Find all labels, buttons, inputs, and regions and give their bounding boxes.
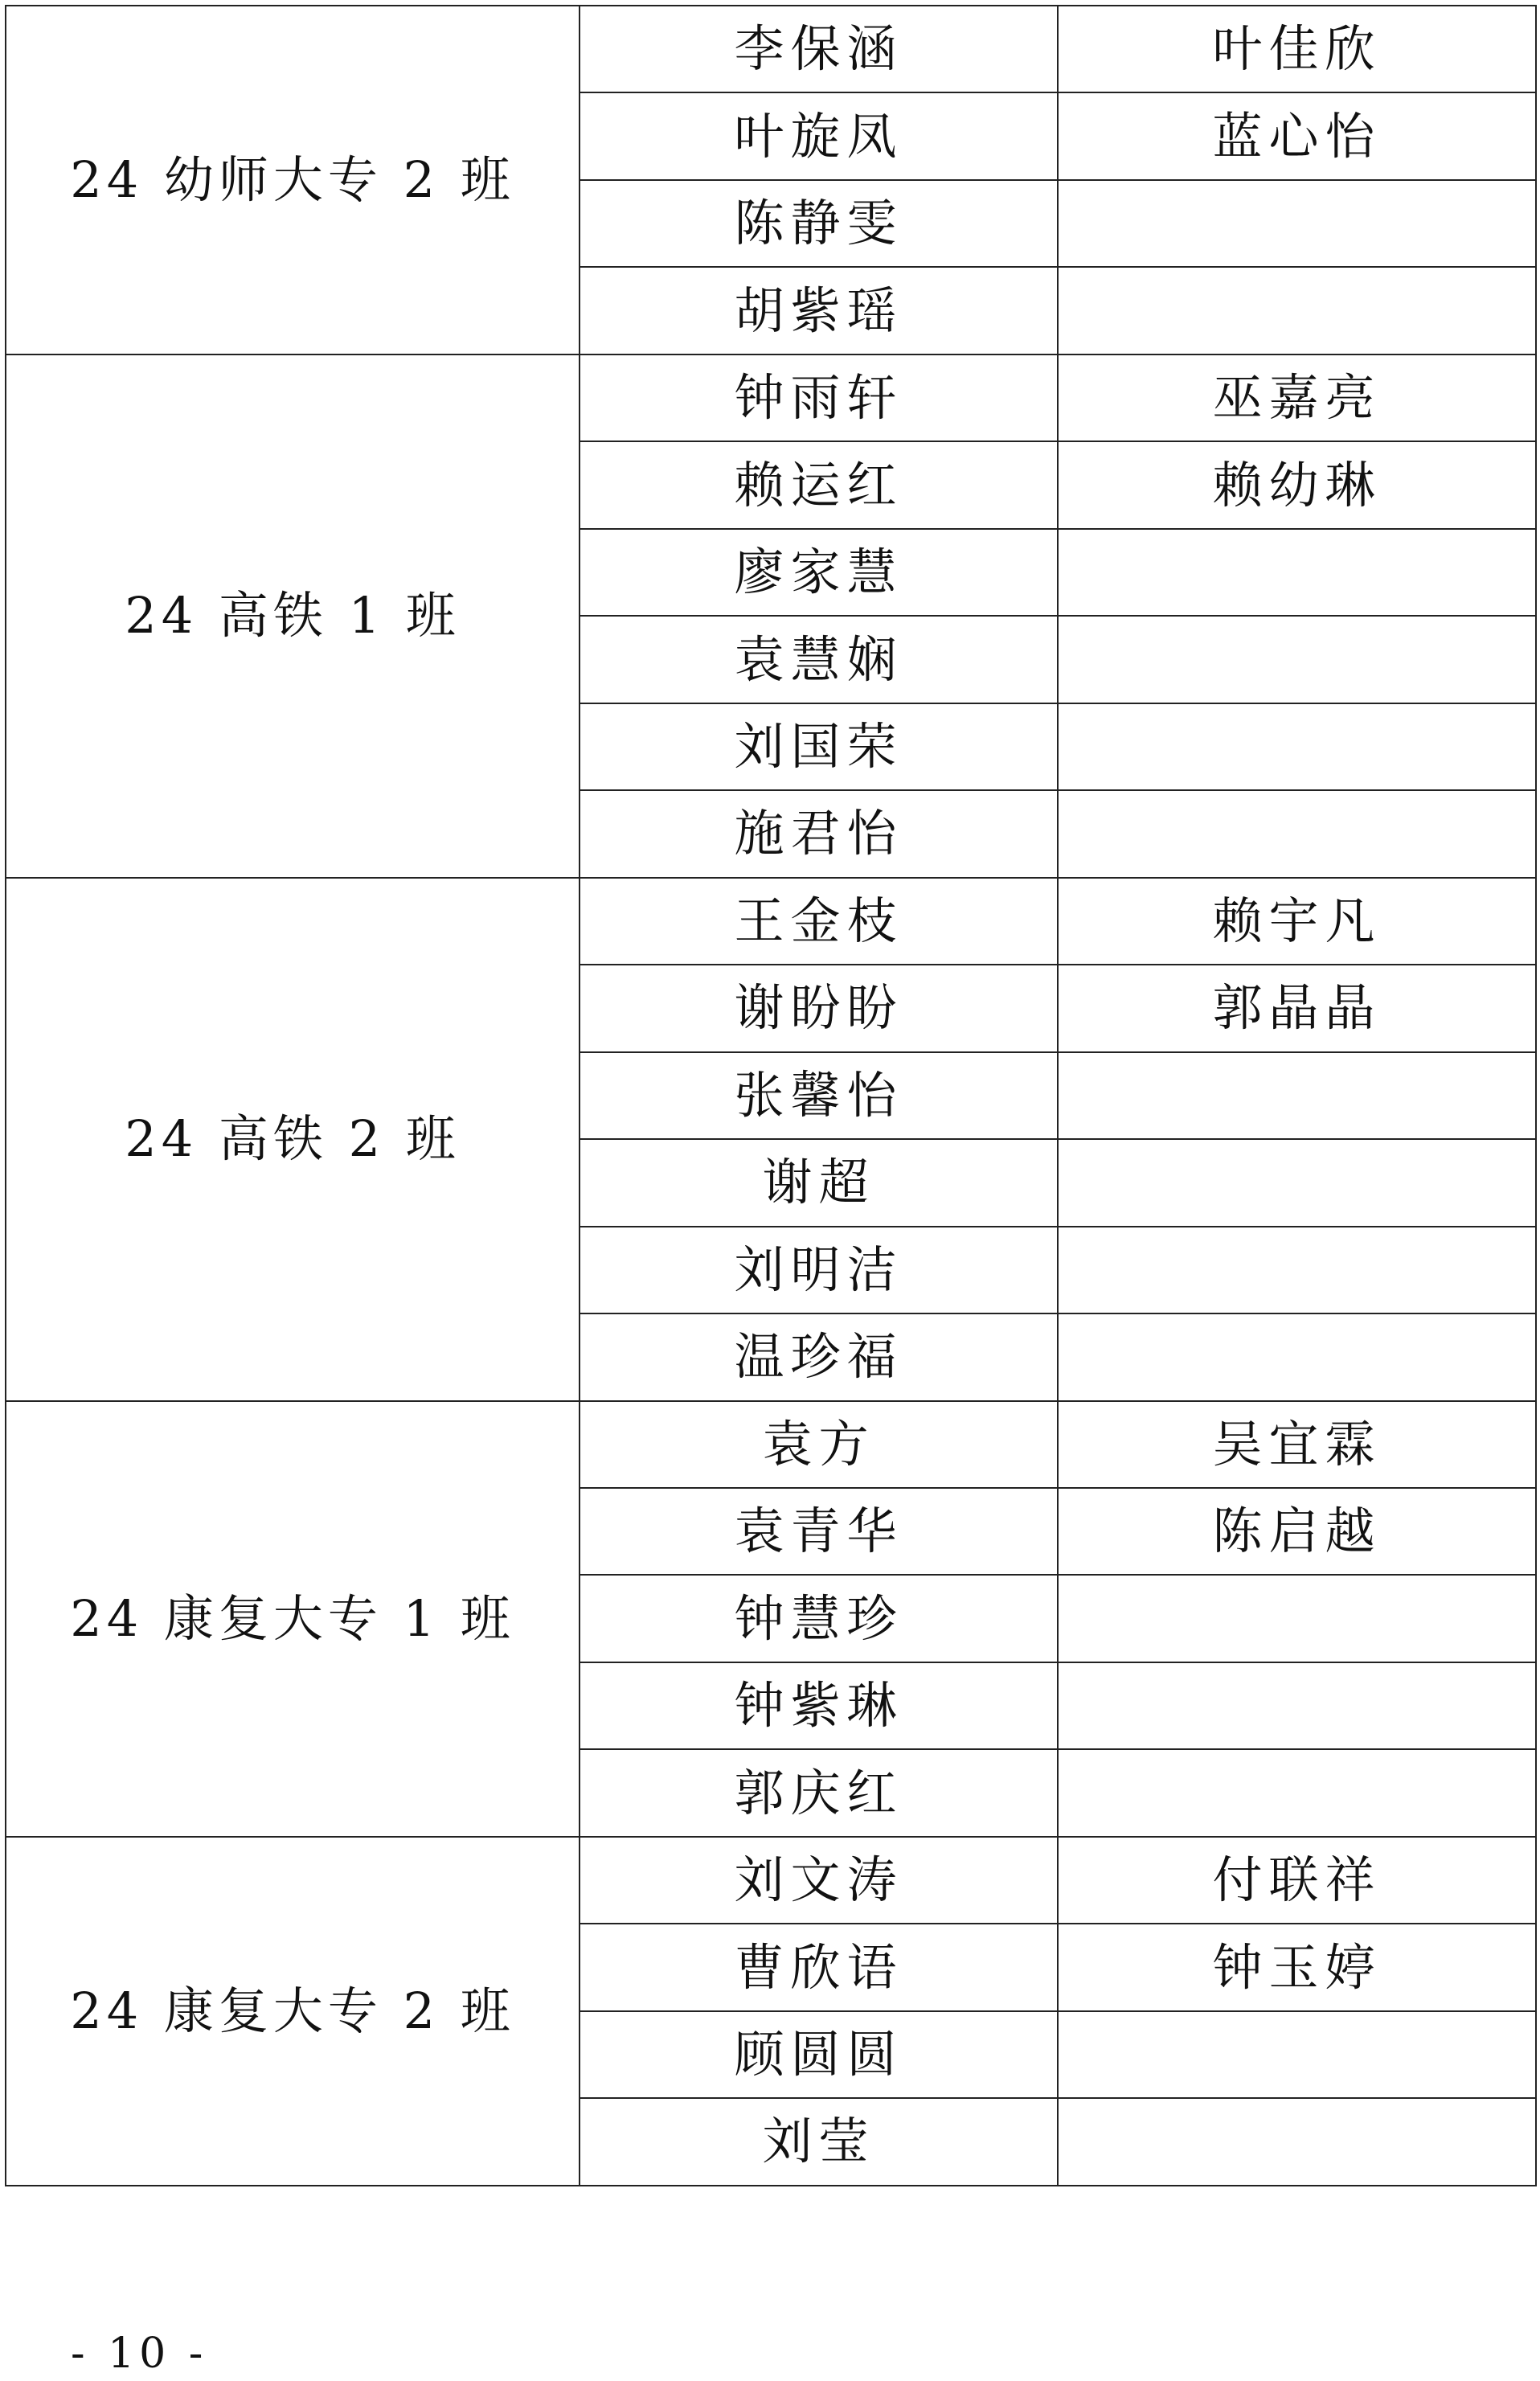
student-name-cell: 袁方 (580, 1401, 1058, 1488)
student-name-cell: 赖运红 (580, 441, 1058, 528)
student-name-cell: 温珍福 (580, 1313, 1058, 1400)
student-name-cell: 袁慧娴 (580, 616, 1058, 703)
second-name-cell (1058, 1575, 1536, 1662)
student-name-cell: 廖家慧 (580, 529, 1058, 616)
second-name-cell: 吴宜霖 (1058, 1401, 1536, 1488)
table-row (6, 878, 1536, 965)
second-name-cell: 巫嘉亮 (1058, 354, 1536, 441)
second-name-cell (1058, 1662, 1536, 1749)
second-name-cell (1058, 1227, 1536, 1313)
second-name-cell: 赖宇凡 (1058, 878, 1536, 965)
student-name-cell: 施君怡 (580, 790, 1058, 877)
student-name-cell: 胡紫瑶 (580, 267, 1058, 354)
second-name-cell: 郭晶晶 (1058, 965, 1536, 1051)
class-name-cell: 24 幼师大专 2 班 (6, 6, 580, 354)
second-name-cell: 钟玉婷 (1058, 1924, 1536, 2010)
student-name-cell: 谢盼盼 (580, 965, 1058, 1051)
second-name-cell: 赖幼琳 (1058, 441, 1536, 528)
student-name-cell: 叶旋凤 (580, 92, 1058, 179)
second-name-cell: 叶佳欣 (1058, 6, 1536, 92)
student-name-cell: 郭庆红 (580, 1749, 1058, 1836)
student-name-cell: 袁青华 (580, 1488, 1058, 1575)
student-name-cell: 刘国荣 (580, 703, 1058, 790)
second-name-cell (1058, 1749, 1536, 1836)
second-name-cell (1058, 180, 1536, 267)
second-name-cell (1058, 2011, 1536, 2098)
second-name-cell (1058, 1052, 1536, 1139)
class-name-cell: 24 高铁 2 班 (6, 878, 580, 1401)
second-name-cell (1058, 790, 1536, 877)
table-row (6, 1401, 1536, 1488)
second-name-cell (1058, 703, 1536, 790)
second-name-cell: 付联祥 (1058, 1837, 1536, 1924)
student-name-cell: 陈静雯 (580, 180, 1058, 267)
student-name-cell: 刘文涛 (580, 1837, 1058, 1924)
page-number: - 10 - (71, 2330, 208, 2378)
student-name-cell: 顾圆圆 (580, 2011, 1058, 2098)
second-name-cell (1058, 1313, 1536, 1400)
second-name-cell: 蓝心怡 (1058, 92, 1536, 179)
student-name-cell: 钟慧珍 (580, 1575, 1058, 1662)
second-name-cell (1058, 529, 1536, 616)
student-name-cell: 曹欣语 (580, 1924, 1058, 2010)
student-name-cell: 李保涵 (580, 6, 1058, 92)
student-name-cell: 钟紫琳 (580, 1662, 1058, 1749)
roster-table (5, 5, 1537, 2186)
second-name-cell (1058, 267, 1536, 354)
student-name-cell: 刘莹 (580, 2098, 1058, 2185)
class-name-cell: 24 康复大专 1 班 (6, 1401, 580, 1837)
table-row (6, 1837, 1536, 1924)
student-name-cell: 张馨怡 (580, 1052, 1058, 1139)
second-name-cell: 陈启越 (1058, 1488, 1536, 1575)
table-row (6, 6, 1536, 92)
second-name-cell (1058, 2098, 1536, 2185)
second-name-cell (1058, 1139, 1536, 1226)
table-row (6, 354, 1536, 441)
student-name-cell: 钟雨轩 (580, 354, 1058, 441)
student-name-cell: 谢超 (580, 1139, 1058, 1226)
roster-body (6, 6, 1536, 2186)
class-name-cell: 24 高铁 1 班 (6, 354, 580, 878)
second-name-cell (1058, 616, 1536, 703)
student-name-cell: 王金枝 (580, 878, 1058, 965)
student-name-cell: 刘明洁 (580, 1227, 1058, 1313)
class-name-cell: 24 康复大专 2 班 (6, 1837, 580, 2186)
